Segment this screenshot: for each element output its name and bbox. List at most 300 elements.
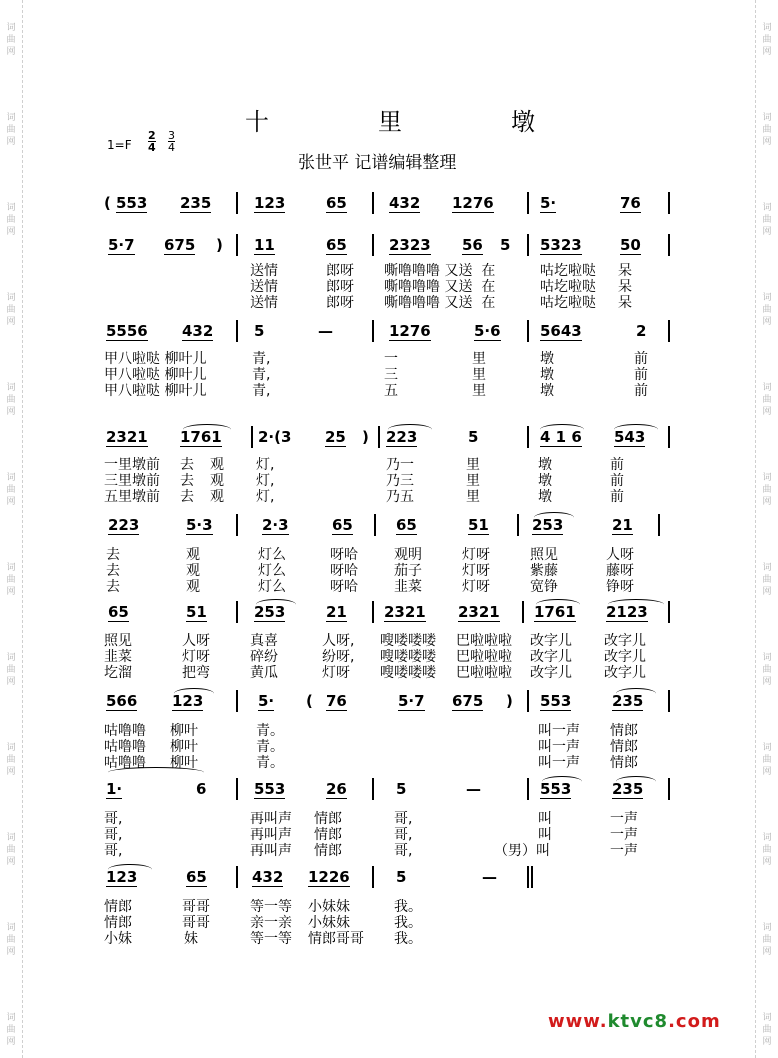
lyric-text: 等一等 bbox=[250, 899, 292, 915]
lyric-text: 改字儿 bbox=[604, 633, 646, 649]
bar-line bbox=[517, 514, 519, 536]
lyric-text: 人呀 bbox=[182, 633, 210, 649]
note-group: 6 bbox=[196, 780, 207, 798]
lyric-text: 灯呀 bbox=[462, 547, 490, 563]
lyric-text: 嘶噜噜噜 又送 在 bbox=[384, 295, 496, 311]
lyric-text: 送情 bbox=[250, 263, 278, 279]
lyric-text: 呀哈 bbox=[330, 547, 358, 563]
lyric-text: 乃一 bbox=[386, 457, 414, 473]
title-char: 墩 bbox=[511, 108, 535, 136]
lyric-text: 墩 bbox=[540, 383, 554, 399]
lyric-text: 情郎 bbox=[314, 811, 342, 827]
note-group: 5· bbox=[540, 194, 557, 212]
lyric-text: 情郎 bbox=[314, 827, 342, 843]
lyric-text: 青。 bbox=[256, 755, 284, 771]
lyric-text: 青。 bbox=[256, 723, 284, 739]
lyric-text: 墩 bbox=[538, 473, 552, 489]
note-group: 65 bbox=[108, 603, 129, 621]
slur-mark bbox=[534, 512, 574, 523]
bar-line bbox=[236, 320, 238, 342]
note-group: 65 bbox=[326, 194, 347, 212]
bar-line bbox=[668, 778, 670, 800]
note-group: 566 bbox=[106, 692, 138, 710]
site-url-part: www. bbox=[548, 1011, 608, 1032]
lyric-text: 灯么 bbox=[258, 579, 286, 595]
note-group: 235 bbox=[612, 692, 644, 710]
lyric-text: 里 bbox=[466, 489, 480, 505]
lyric-text: 去 bbox=[180, 489, 194, 505]
lyric-text: 黄瓜 bbox=[250, 665, 278, 681]
lyric-text: 情郎 bbox=[314, 843, 342, 859]
lyric-text: 巴啦啦啦 bbox=[456, 633, 512, 649]
lyric-text: 叫一声 bbox=[538, 755, 580, 771]
watermark-text: 词 曲 网 bbox=[762, 833, 772, 867]
lyric-text: 咕噜噜 bbox=[104, 739, 146, 755]
lyric-text: 咕圪啦哒 bbox=[540, 279, 596, 295]
key-signature: 1=F bbox=[107, 138, 132, 152]
lyric-text: 里 bbox=[472, 351, 486, 367]
lyric-text: 去 bbox=[106, 579, 120, 595]
bar-line bbox=[668, 192, 670, 214]
note-group: — bbox=[482, 868, 497, 886]
note-group: 5 bbox=[396, 780, 407, 798]
watermark-text: 词 曲 网 bbox=[6, 383, 16, 417]
lyric-text: 灯么 bbox=[258, 547, 286, 563]
lyric-text: 改字儿 bbox=[530, 665, 572, 681]
note-group: 50 bbox=[620, 236, 641, 254]
lyric-text: 观明 bbox=[394, 547, 422, 563]
lyric-text: 一声 bbox=[610, 811, 638, 827]
lyric-text: 哥, bbox=[104, 811, 123, 827]
note-group: 2·(3 bbox=[258, 428, 292, 446]
note-group: ) bbox=[216, 236, 223, 254]
lyric-text: 观 bbox=[210, 489, 224, 505]
lyric-text: 前 bbox=[634, 351, 648, 367]
note-group: 553 bbox=[254, 780, 286, 798]
note-group: 11 bbox=[254, 236, 275, 254]
lyric-text: 观 bbox=[186, 563, 200, 579]
lyric-text: 郎呀 bbox=[326, 295, 354, 311]
lyric-text: 情郎 bbox=[610, 739, 638, 755]
lyric-text: 照见 bbox=[104, 633, 132, 649]
bar-line bbox=[522, 601, 524, 623]
lyric-text: 青, bbox=[252, 383, 271, 399]
lyric-text: 郎呀 bbox=[326, 279, 354, 295]
lyric-text: 咕噜噜 bbox=[104, 723, 146, 739]
bar-line bbox=[236, 234, 238, 256]
lyric-text: 灯, bbox=[256, 457, 275, 473]
lyric-text: 灯, bbox=[256, 489, 275, 505]
lyric-text: 里 bbox=[472, 367, 486, 383]
bar-line bbox=[251, 426, 253, 448]
lyric-text: 铮呀 bbox=[606, 579, 634, 595]
note-group: 5·6 bbox=[474, 322, 501, 340]
lyric-text: 改字儿 bbox=[604, 665, 646, 681]
lyric-text: 嘶噜噜噜 又送 在 bbox=[384, 263, 496, 279]
note-group: 5 bbox=[396, 868, 407, 886]
watermark-text: 词 曲 网 bbox=[6, 113, 16, 147]
lyric-text: 一声 bbox=[610, 827, 638, 843]
watermark-text: 词 曲 网 bbox=[762, 653, 772, 687]
lyric-text: 灯呀 bbox=[462, 579, 490, 595]
lyric-text: 紫藤 bbox=[530, 563, 558, 579]
note-group: 2321 bbox=[384, 603, 426, 621]
lyric-text: 前 bbox=[610, 473, 624, 489]
bar-line bbox=[527, 320, 529, 342]
note-group: 1761 bbox=[180, 428, 222, 446]
note-group: 5323 bbox=[540, 236, 582, 254]
lyric-text: 再叫声 bbox=[250, 843, 292, 859]
lyric-text: 小妹 bbox=[104, 931, 132, 947]
lyric-text: 青。 bbox=[256, 739, 284, 755]
meter-numerator: 2 bbox=[148, 129, 156, 142]
lyric-text: 情郎 bbox=[610, 755, 638, 771]
bar-line bbox=[236, 866, 238, 888]
lyric-text: 观 bbox=[186, 579, 200, 595]
lyric-text: 灯, bbox=[256, 473, 275, 489]
slur-mark bbox=[614, 424, 658, 435]
lyric-text: 情郎 bbox=[610, 723, 638, 739]
time-signature-1 bbox=[148, 130, 156, 153]
watermark-text: 词 曲 网 bbox=[6, 563, 16, 597]
bar-line bbox=[236, 192, 238, 214]
lyric-text: 呀哈 bbox=[330, 579, 358, 595]
lyric-text: 郎呀 bbox=[326, 263, 354, 279]
bar-line bbox=[236, 514, 238, 536]
bar-line bbox=[668, 234, 670, 256]
watermark-text: 词 曲 网 bbox=[762, 383, 772, 417]
note-group: ) bbox=[362, 428, 369, 446]
note-group: ( bbox=[306, 692, 313, 710]
note-group: ) bbox=[506, 692, 513, 710]
note-group: 1276 bbox=[452, 194, 494, 212]
lyric-text: 呆 bbox=[618, 279, 632, 295]
note-group: 2·3 bbox=[262, 516, 289, 534]
note-group: 5·7 bbox=[108, 236, 135, 254]
song-title bbox=[245, 102, 535, 137]
lyric-text: 人呀, bbox=[322, 633, 355, 649]
watermark-text: 词 曲 网 bbox=[6, 653, 16, 687]
lyric-text: 柳叶 bbox=[170, 755, 198, 771]
lyric-text: 去 bbox=[106, 563, 120, 579]
lyric-text: 叫 bbox=[538, 827, 552, 843]
note-group: 123 bbox=[254, 194, 286, 212]
slur-mark bbox=[536, 599, 580, 610]
note-group: 1761 bbox=[534, 603, 576, 621]
site-url-part: .com bbox=[668, 1011, 721, 1032]
lyric-text: 灯么 bbox=[258, 563, 286, 579]
bar-line bbox=[668, 690, 670, 712]
note-group: 2321 bbox=[106, 428, 148, 446]
lyric-text: 情郎 bbox=[104, 899, 132, 915]
lyric-text: 茄子 bbox=[394, 563, 422, 579]
lyric-text: 去 bbox=[106, 547, 120, 563]
note-group: 543 bbox=[614, 428, 646, 446]
bar-line bbox=[668, 426, 670, 448]
watermark-text: 词 曲 网 bbox=[762, 563, 772, 597]
lyric-text: 人呀 bbox=[606, 547, 634, 563]
note-group: 553 bbox=[540, 780, 572, 798]
lyric-text: 藤呀 bbox=[606, 563, 634, 579]
note-group: 253 bbox=[254, 603, 286, 621]
slur-mark bbox=[542, 776, 582, 787]
lyric-text: 照见 bbox=[530, 547, 558, 563]
bar-line bbox=[527, 866, 529, 888]
lyric-text: 哥, bbox=[394, 811, 413, 827]
lyric-text: 巴啦啦啦 bbox=[456, 649, 512, 665]
note-group: 4 1 6 bbox=[540, 428, 582, 446]
note-group: 675 bbox=[452, 692, 484, 710]
watermark-text: 词 曲 网 bbox=[762, 1013, 772, 1047]
lyric-text: 咕圪啦哒 bbox=[540, 295, 596, 311]
note-group: 21 bbox=[326, 603, 347, 621]
bar-line bbox=[668, 320, 670, 342]
note-group: 1· bbox=[106, 780, 123, 798]
lyric-text: 呆 bbox=[618, 295, 632, 311]
note-group: 5 bbox=[500, 236, 511, 254]
title-char: 十 bbox=[245, 108, 269, 136]
lyric-text: 哥, bbox=[104, 843, 123, 859]
bar-line bbox=[372, 778, 374, 800]
bar-line bbox=[236, 778, 238, 800]
slur-mark bbox=[616, 776, 656, 787]
note-group: ( bbox=[104, 194, 111, 212]
lyric-text: （男）叫 bbox=[494, 843, 550, 859]
lyric-text: 改字儿 bbox=[530, 633, 572, 649]
lyric-text: 前 bbox=[610, 457, 624, 473]
lyric-text: 嗖喽喽喽 bbox=[380, 649, 436, 665]
lyric-text: 叫一声 bbox=[538, 723, 580, 739]
note-group: 553 bbox=[116, 194, 148, 212]
lyric-text: 宽铮 bbox=[530, 579, 558, 595]
lyric-text: 圪溜 bbox=[104, 665, 132, 681]
watermark-text: 词 曲 网 bbox=[6, 23, 16, 57]
lyric-text: 里 bbox=[466, 473, 480, 489]
note-group: — bbox=[318, 322, 333, 340]
note-group: 65 bbox=[332, 516, 353, 534]
lyric-text: 青, bbox=[252, 367, 271, 383]
slur-mark bbox=[388, 424, 432, 435]
lyric-text: 乃三 bbox=[386, 473, 414, 489]
lyric-text: 观 bbox=[210, 473, 224, 489]
lyric-text: 情郎 bbox=[104, 915, 132, 931]
bar-line bbox=[527, 234, 529, 256]
lyric-text: 纷呀, bbox=[322, 649, 355, 665]
note-group: — bbox=[466, 780, 481, 798]
bar-line bbox=[527, 192, 529, 214]
lyric-text: 咕噜噜 bbox=[104, 755, 146, 771]
site-watermark bbox=[548, 1011, 721, 1032]
lyric-text: 观 bbox=[186, 547, 200, 563]
meter-denominator: 4 bbox=[168, 141, 175, 154]
lyric-text: 哥哥 bbox=[182, 899, 210, 915]
lyric-text: 小妹妹 bbox=[308, 899, 350, 915]
lyric-text: 把弯 bbox=[182, 665, 210, 681]
lyric-text: 咕圪啦哒 bbox=[540, 263, 596, 279]
lyric-text: 墩 bbox=[540, 367, 554, 383]
note-group: 56 bbox=[462, 236, 483, 254]
lyric-text: 妹 bbox=[184, 931, 198, 947]
slur-mark bbox=[256, 599, 296, 610]
meter-numerator: 3 bbox=[168, 129, 175, 142]
note-group: 123 bbox=[106, 868, 138, 886]
lyric-text: 墩 bbox=[540, 351, 554, 367]
lyric-text: 三里墩前 bbox=[104, 473, 160, 489]
bar-line bbox=[372, 866, 374, 888]
bar-line bbox=[378, 426, 380, 448]
right-margin-strip bbox=[755, 0, 778, 1058]
watermark-text: 词 曲 网 bbox=[6, 293, 16, 327]
note-group: 223 bbox=[386, 428, 418, 446]
note-group: 235 bbox=[180, 194, 212, 212]
title-char: 里 bbox=[378, 108, 402, 136]
note-group: 65 bbox=[396, 516, 417, 534]
lyric-text: 哥, bbox=[394, 843, 413, 859]
lyric-text: 五 bbox=[384, 383, 398, 399]
lyric-text: 等一等 bbox=[250, 931, 292, 947]
note-group: 25 bbox=[325, 428, 346, 446]
lyric-text: 前 bbox=[610, 489, 624, 505]
lyric-text: 再叫声 bbox=[250, 811, 292, 827]
lyric-text: 里 bbox=[466, 457, 480, 473]
lyric-text: 叫一声 bbox=[538, 739, 580, 755]
note-group: 76 bbox=[326, 692, 347, 710]
bar-line bbox=[531, 866, 533, 888]
watermark-text: 词 曲 网 bbox=[762, 23, 772, 57]
lyric-text: 改字儿 bbox=[530, 649, 572, 665]
note-group: 51 bbox=[186, 603, 207, 621]
note-group: 51 bbox=[468, 516, 489, 534]
lyric-text: 墩 bbox=[538, 457, 552, 473]
slur-mark bbox=[108, 864, 152, 875]
lyric-text: 我。 bbox=[394, 899, 422, 915]
bar-line bbox=[527, 690, 529, 712]
bar-line bbox=[372, 234, 374, 256]
note-group: 21 bbox=[612, 516, 633, 534]
note-group: 5556 bbox=[106, 322, 148, 340]
lyric-text: 甲八啦哒 柳叶儿 bbox=[104, 367, 207, 383]
lyric-text: 去 bbox=[180, 457, 194, 473]
bar-line bbox=[668, 601, 670, 623]
lyric-text: 韭菜 bbox=[394, 579, 422, 595]
lyric-text: 情郎哥哥 bbox=[308, 931, 364, 947]
watermark-text: 词 曲 网 bbox=[762, 113, 772, 147]
lyric-text: 我。 bbox=[394, 931, 422, 947]
lyric-text: 前 bbox=[634, 367, 648, 383]
watermark-text: 词 曲 网 bbox=[6, 203, 16, 237]
lyric-text: 送情 bbox=[250, 279, 278, 295]
slur-mark bbox=[608, 599, 664, 610]
lyric-text: 哥, bbox=[394, 827, 413, 843]
slur-mark bbox=[183, 424, 231, 435]
lyric-text: 甲八啦哒 柳叶儿 bbox=[104, 351, 207, 367]
bar-line bbox=[372, 601, 374, 623]
lyric-text: 嗖喽喽喽 bbox=[380, 665, 436, 681]
note-group: 2321 bbox=[458, 603, 500, 621]
site-url-part: ktvc8 bbox=[607, 1011, 669, 1032]
time-signature-2 bbox=[168, 130, 175, 153]
bar-line bbox=[236, 601, 238, 623]
watermark-text: 词 曲 网 bbox=[762, 743, 772, 777]
lyric-text: 哥哥 bbox=[182, 915, 210, 931]
slur-mark bbox=[174, 688, 214, 699]
lyric-text: 我。 bbox=[394, 915, 422, 931]
note-group: 5 bbox=[254, 322, 265, 340]
watermark-text: 词 曲 网 bbox=[6, 923, 16, 957]
bar-line bbox=[236, 690, 238, 712]
slur-mark bbox=[108, 767, 204, 778]
note-group: 253 bbox=[532, 516, 564, 534]
note-group: 2323 bbox=[389, 236, 431, 254]
note-group: 2 bbox=[636, 322, 647, 340]
watermark-text: 词 曲 网 bbox=[6, 743, 16, 777]
lyric-text: 灯呀 bbox=[462, 563, 490, 579]
note-group: 235 bbox=[612, 780, 644, 798]
lyric-text: 呆 bbox=[618, 263, 632, 279]
watermark-text: 词 曲 网 bbox=[762, 473, 772, 507]
note-group: 5·3 bbox=[186, 516, 213, 534]
note-group: 5643 bbox=[540, 322, 582, 340]
note-group: 432 bbox=[389, 194, 421, 212]
lyric-text: 三 bbox=[384, 367, 398, 383]
lyric-text: 碎纷 bbox=[250, 649, 278, 665]
note-group: 432 bbox=[252, 868, 284, 886]
lyric-text: 青, bbox=[252, 351, 271, 367]
slur-mark bbox=[616, 688, 656, 699]
lyric-text: 一声 bbox=[610, 843, 638, 859]
lyric-text: 一里墩前 bbox=[104, 457, 160, 473]
note-group: 5· bbox=[258, 692, 275, 710]
lyric-text: 观 bbox=[210, 457, 224, 473]
lyric-text: 韭菜 bbox=[104, 649, 132, 665]
left-margin-strip bbox=[0, 0, 23, 1058]
lyric-text: 送情 bbox=[250, 295, 278, 311]
bar-line bbox=[527, 778, 529, 800]
watermark-text: 词 曲 网 bbox=[762, 923, 772, 957]
lyric-text: 灯呀 bbox=[322, 665, 350, 681]
meter-denominator: 4 bbox=[148, 141, 156, 154]
bar-line bbox=[527, 426, 529, 448]
note-group: 432 bbox=[182, 322, 214, 340]
bar-line bbox=[372, 320, 374, 342]
watermark-text: 词 曲 网 bbox=[762, 293, 772, 327]
lyric-text: 乃五 bbox=[386, 489, 414, 505]
lyric-text: 巴啦啦啦 bbox=[456, 665, 512, 681]
note-group: 65 bbox=[326, 236, 347, 254]
note-group: 123 bbox=[172, 692, 204, 710]
bar-line bbox=[658, 514, 660, 536]
lyric-text: 叫 bbox=[538, 811, 552, 827]
lyric-text: 呀哈 bbox=[330, 563, 358, 579]
lyric-text: 五里墩前 bbox=[104, 489, 160, 505]
lyric-text: 里 bbox=[472, 383, 486, 399]
watermark-text: 词 曲 网 bbox=[6, 1013, 16, 1047]
note-group: 5·7 bbox=[398, 692, 425, 710]
note-group: 26 bbox=[326, 780, 347, 798]
lyric-text: 甲八啦哒 柳叶儿 bbox=[104, 383, 207, 399]
note-group: 223 bbox=[108, 516, 140, 534]
note-group: 5 bbox=[468, 428, 479, 446]
lyric-text: 前 bbox=[634, 383, 648, 399]
watermark-text: 词 曲 网 bbox=[6, 833, 16, 867]
lyric-text: 哥, bbox=[104, 827, 123, 843]
watermark-text: 词 曲 网 bbox=[762, 203, 772, 237]
arranger-credit: 张世平 记谱编辑整理 bbox=[298, 153, 457, 173]
note-group: 2123 bbox=[606, 603, 648, 621]
bar-line bbox=[372, 192, 374, 214]
lyric-text: 亲一亲 bbox=[250, 915, 292, 931]
lyric-text: 去 bbox=[180, 473, 194, 489]
